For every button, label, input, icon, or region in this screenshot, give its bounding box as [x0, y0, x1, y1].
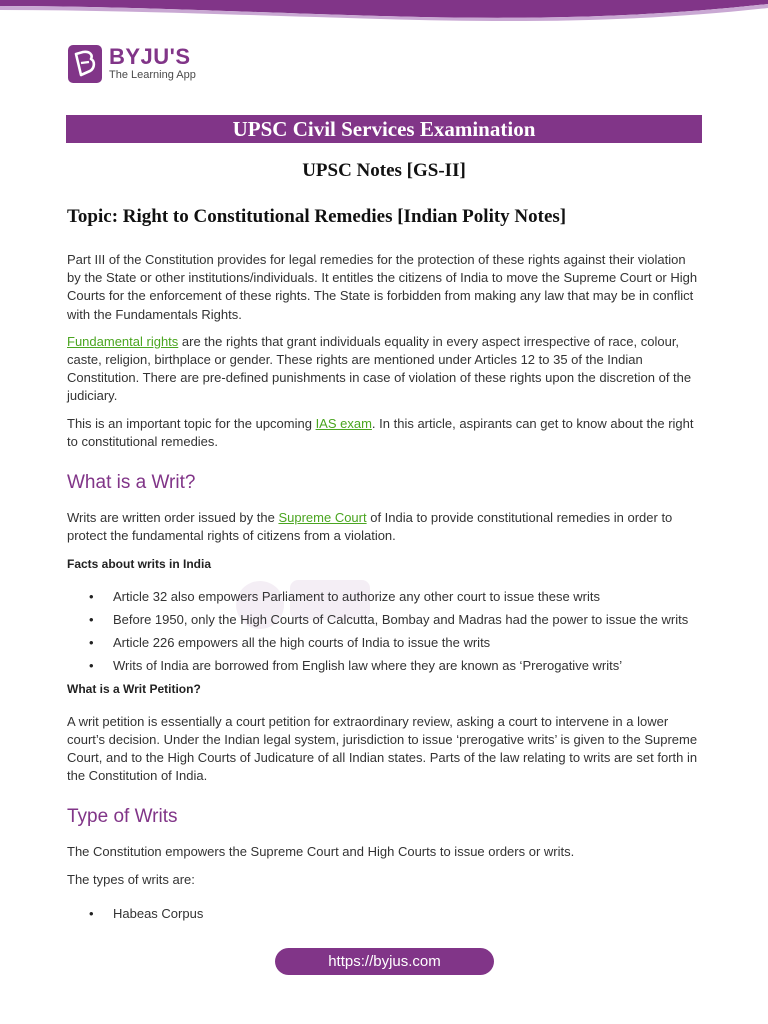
footer-url-link[interactable]: https://byjus.com [275, 948, 494, 975]
intro-paragraph-3-text: This is an important topic for the upcoming [67, 415, 316, 431]
types-list [67, 905, 701, 923]
byjus-logo-icon [67, 44, 103, 84]
intro-paragraph-3 [67, 415, 701, 451]
intro-paragraph-2 [67, 333, 701, 406]
writ-petition-heading: What is a Writ Petition? [67, 682, 201, 697]
types-heading: Type of Writs [67, 806, 178, 828]
list-item: • Habeas Corpus [67, 905, 701, 923]
writ-definition [67, 509, 701, 545]
logo-name: BYJU'S [109, 44, 191, 69]
article-content [67, 251, 701, 928]
intro-paragraph-2-text: are the rights that grant individuals equality in every aspect irrespective of race, colour, caste, religion, birthplace or gender. These rights are mentioned under Articles 12 to 35 of the Indian Constitution. There are pre-defined punishments in case of violation of these rights upon the discretion of the judiciary. [67, 333, 692, 404]
writ-definition-tail: of India to provide constitutional remedies in order to protect the fundamental rights of citizens from a violation. [67, 510, 673, 544]
writ-heading: What is a Writ? [67, 472, 196, 494]
logo-tagline: The Learning App [109, 69, 196, 81]
facts-heading: Facts about writs in India [67, 557, 212, 572]
supreme-court-link[interactable]: Supreme Court [278, 510, 367, 526]
writ-petition-paragraph: A writ petition is essentially a court petition for extraordinary review, asking a court to intervene in a lower court’s decision. Under the Indian legal system, jurisdiction to issue ‘prerogative writs’ is given to the Supreme Court, and to the High Courts of Judicature of all Indian states. Parts of the law relating to writs are set forth in the Constitution of India. [67, 713, 698, 784]
list-item: • Before 1950, only the High Courts of Calcutta, Bombay and Madras had the power to issue the writs [67, 611, 701, 629]
list-item: • Article 32 also empowers Parliament to authorize any other court to issue these writs [67, 588, 701, 606]
types-paragraph-1: The Constitution empowers the Supreme Court and High Courts to issue orders or writs. [67, 844, 575, 860]
fundamental-rights-link[interactable]: Fundamental rights [67, 333, 179, 349]
list-item: • Writs of India are borrowed from English law where they are known as ‘Prerogative writs’ [67, 657, 701, 675]
facts-list [67, 588, 701, 676]
list-item: • Article 226 empowers all the high courts of India to issue the writs [67, 634, 701, 652]
intro-paragraph-1: Part III of the Constitution provides for legal remedies for the protection of these rights against their violation by the State or other institutions/individuals. It entitles the citizens of India to move the Supreme Court or High Courts for the enforcement of these rights. The State is forbidden from making any law that may be in conflict with the Fundamentals Rights. [67, 252, 698, 322]
ias-exam-link[interactable]: IAS exam [315, 415, 372, 431]
types-paragraph-2: The types of writs are: [67, 871, 195, 887]
header-wave-decoration [0, 0, 768, 22]
page-title: Topic: Right to Constitutional Remedies [Indian Polity Notes] [67, 206, 567, 227]
writ-definition-text: Writs are written order issued by the [67, 510, 279, 526]
exam-banner: UPSC Civil Services Examination [66, 115, 702, 143]
byjus-logo [67, 44, 196, 84]
page-subtitle: UPSC Notes [GS-II] [302, 160, 466, 181]
intro-paragraph-3-tail: . In this article, aspirants can get to know about the right to constitutional remedies. [67, 415, 694, 449]
